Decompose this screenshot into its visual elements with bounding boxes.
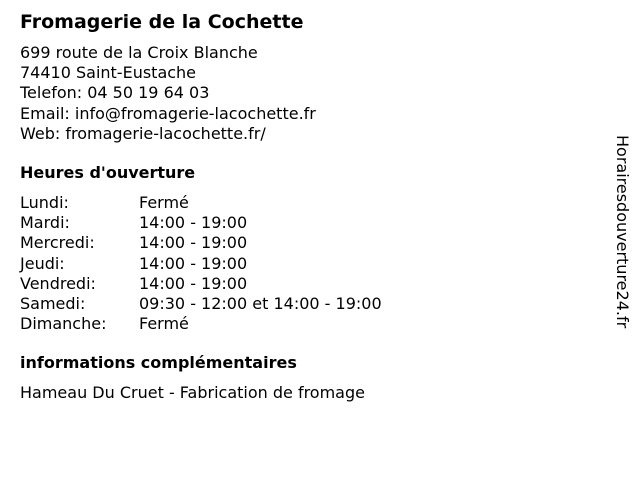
info-heading: informations complémentaires [20, 353, 297, 372]
hours-row [20, 193, 382, 213]
hours-day: Mardi: [20, 213, 70, 233]
hours-day: Vendredi: [20, 273, 96, 293]
hours-row [20, 294, 382, 314]
hours-time: Fermé [139, 193, 189, 212]
city-address: 74410 Saint-Eustache [20, 63, 197, 83]
hours-day: Jeudi: [20, 253, 65, 273]
hours-row [20, 274, 382, 294]
hours-day: Dimanche: [20, 314, 107, 334]
hours-day: Samedi: [20, 294, 86, 314]
hours-day: Lundi: [20, 193, 69, 212]
hours-time: 14:00 - 19:00 [139, 273, 248, 293]
hours-time: Fermé [139, 314, 189, 334]
hours-time: 09:30 - 12:00 et 14:00 - 19:00 [139, 294, 382, 314]
website: Web: fromagerie-lacochette.fr/ [20, 123, 266, 143]
phone-number: Telefon: 04 50 19 64 03 [20, 83, 210, 103]
hours-time: 14:00 - 19:00 [139, 233, 248, 253]
hours-row [20, 314, 382, 334]
hours-heading: Heures d'ouverture [20, 163, 196, 182]
address-block [20, 43, 316, 144]
street-address: 699 route de la Croix Blanche [20, 43, 258, 62]
hours-day: Mercredi: [20, 233, 95, 253]
email-address: Email: info@fromagerie-lacochette.fr [20, 103, 316, 123]
hours-table [20, 193, 382, 334]
business-name: Fromagerie de la Cochette [20, 11, 304, 33]
hours-time: 14:00 - 19:00 [139, 253, 248, 273]
hours-row [20, 233, 382, 253]
hours-row [20, 213, 382, 233]
info-text: Hameau Du Cruet - Fabrication de fromage [20, 383, 365, 402]
site-watermark: Horairesdouverture24.fr [613, 135, 632, 329]
hours-row [20, 254, 382, 274]
hours-time: 14:00 - 19:00 [139, 213, 248, 233]
